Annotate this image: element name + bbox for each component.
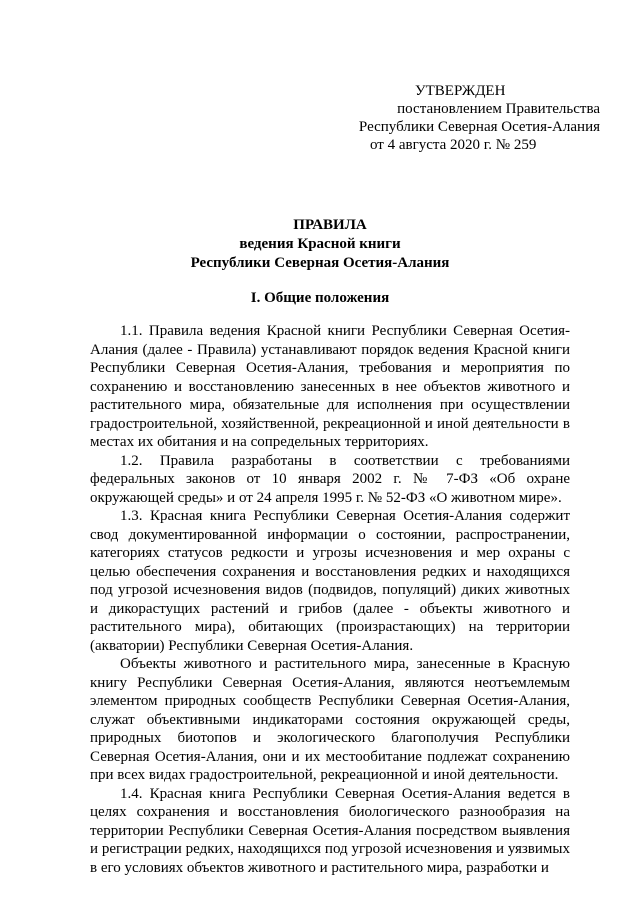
paragraph-1-1: 1.1. Правила ведения Красной книги Республики Северная Осетия-Алания (далее - Правила) устанавливают порядок ведения Красной книги Республики Северная Осетия-Алания, требования и мероприятия по сохранению и восстановлению занесенных в нее объектов животного и растительного мира, обязательные для исполнения при осуществлении градостроительной, хозяйственной, рекреационной и иной деятельности в местах их обитания и на сопредельных территориях. xyxy=(90,323,570,450)
paragraph-objects: Объекты животного и растительного мира, занесенные в Красную книгу Республики Северная Осетия-Алания, являются неотъемлемым элементом природных сообществ Республики Северная Осетия-Алания, служат объективными индикаторами состояния окружающей среды, природных биотопов и экологического благополучия Республики Северная Осетия-Алания, они и их местообитание подлежат сохранению при всех видах градостроительной, рекреационной и иной деятельности. xyxy=(90,656,570,783)
section-heading: I. Общие положения xyxy=(250,290,390,306)
paragraph-1-3: 1.3. Красная книга Республики Северная Осетия-Алания содержит свод документированной информации о состоянии, распространении, категориях статусов редкости и угрозы исчезновения и мер охраны с целью обеспечения сохранения и восстановления редких и находящихся под угрозой исчезновения видов (подвидов, популяций) диких животных и дикорастущих растений и грибов (далее - объекты животного и растительного мира), обитающих (произрастающих) на территории (акватории) Республики Северная Осетия-Алания. xyxy=(90,508,570,654)
approval-date: от 4 августа 2020 г. № 259 xyxy=(370,137,537,153)
paragraph-1-4: 1.4. Красная книга Республики Северная Осетия-Алания ведется в целях сохранения и восстановления биологического разнообразия на территории Республики Северная Осетия-Алания посредством выявления и регистрации редких, находящихся под угрозой исчезновения и уязвимых в его условиях объектов животного и растительного мира, разработки и xyxy=(90,785,570,876)
title-republic: Республики Северная Осетия-Алания xyxy=(190,255,450,271)
approval-title: УТВЕРЖДЕН xyxy=(415,83,506,99)
title-subject: ведения Красной книги xyxy=(239,236,401,252)
document-body xyxy=(90,322,570,877)
document-title xyxy=(0,216,640,273)
title-rules: ПРАВИЛА xyxy=(293,217,367,233)
approval-resolution: постановлением Правительства xyxy=(397,101,600,117)
approval-stamp xyxy=(300,82,600,154)
approval-republic: Республики Северная Осетия-Алания xyxy=(358,119,600,135)
paragraph-1-2: 1.2. Правила разработаны в соответствии с требованиями федеральных законов от 10 января 2002 г. № 7-ФЗ «Об охране окружающей среды» и от 24 апреля 1995 г. № 52-ФЗ «О животном мире». xyxy=(90,452,570,506)
